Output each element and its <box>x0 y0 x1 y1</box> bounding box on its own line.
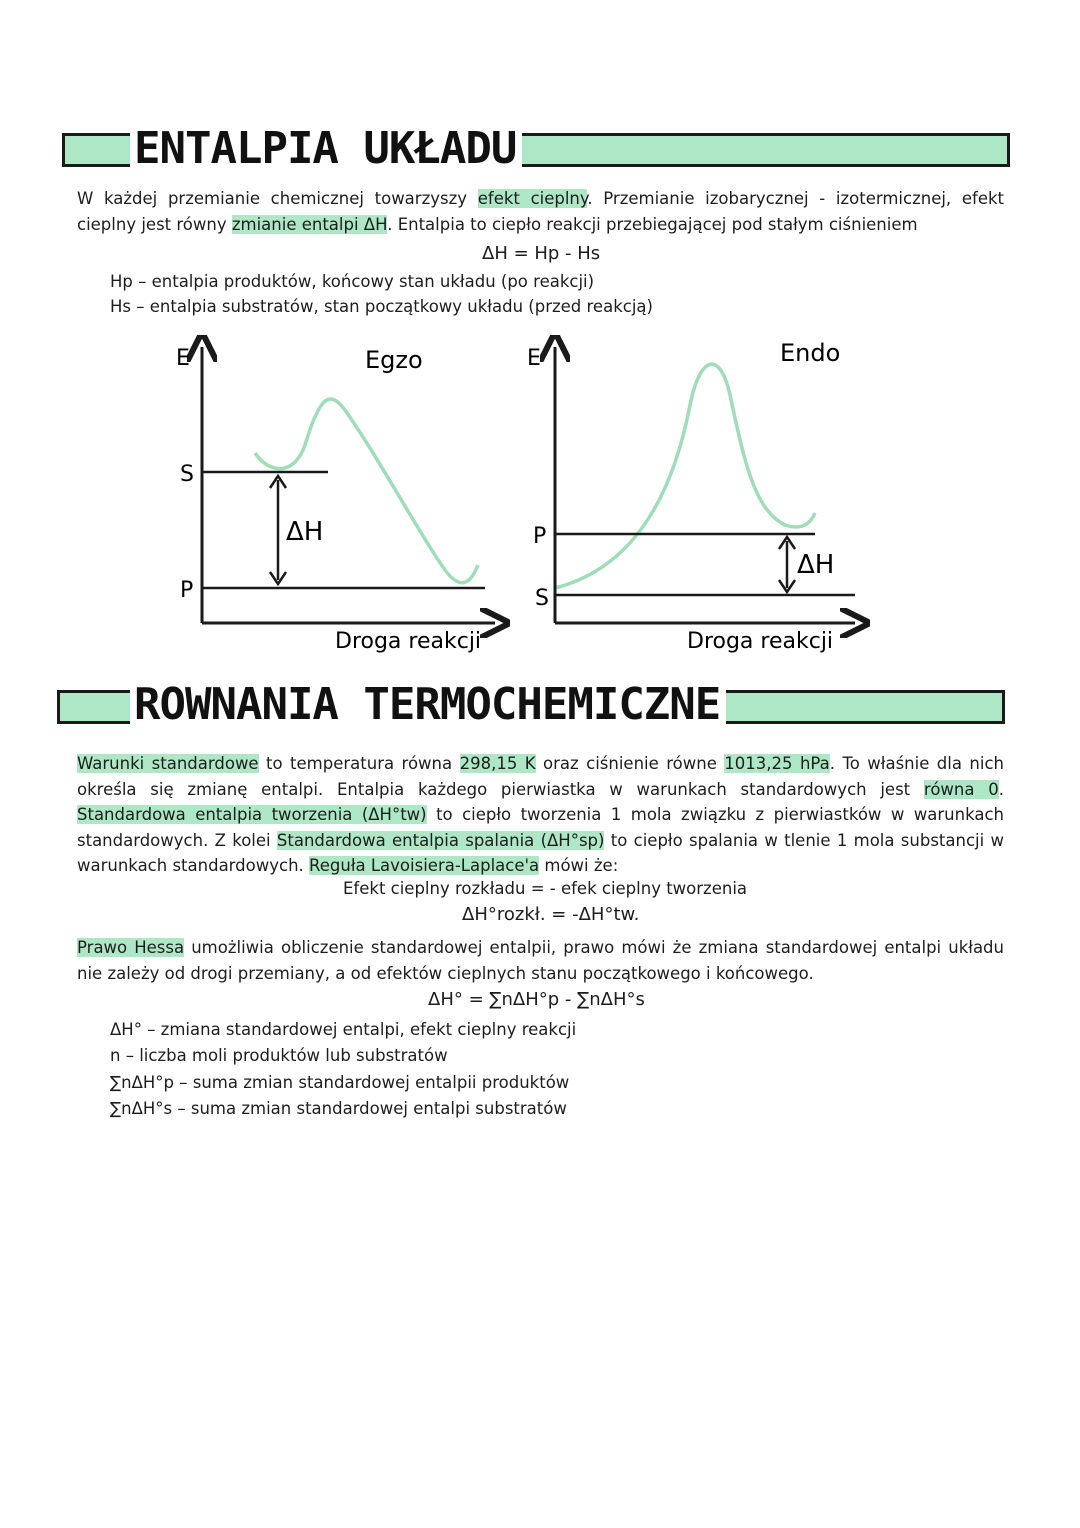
exo-delta-label: ΔH <box>286 517 324 547</box>
exo-energy-curve <box>255 399 478 583</box>
definition-hs: Hs – entalpia substratów, stan początkowy układu (przed reakcją) <box>110 297 653 316</box>
endo-level-s-label: S <box>535 586 549 611</box>
diagram-endothermic <box>515 335 875 665</box>
endo-delta-label: ΔH <box>797 550 835 580</box>
endo-axis-x-label: Droga reakcji <box>687 629 834 654</box>
endo-energy-curve <box>555 364 815 588</box>
rule-formula: ΔH°rozkł. = -ΔH°tw. <box>462 904 640 925</box>
highlight-temperature: 298,15 K <box>459 754 536 773</box>
endo-level-p-label: P <box>533 524 547 549</box>
highlight-warunki-standardowe: Warunki standardowe <box>77 754 259 773</box>
highlight-prawo-hessa: Prawo Hessa <box>77 938 185 957</box>
standard-conditions-paragraph: Warunki standardowe to temperatura równa 298,15 K oraz ciśnienie równe 1013,25 hPa. To właśnie dla nich określa się zmianę entalpi. Entalpia każdego pierwiastka w warunkach standardowych jest równa 0. Standardowa entalpia tworzenia (ΔH°tw) to ciepło tworzenia 1 mola związku z pierwiastków w warunkach standardowych. Z kolei Standardowa entalpia spalania (ΔH°sp) to ciepło spalania w tlenie 1 mola substancji w warunkach standardowych. Reguła Lavoisiera-Laplace'a mówi że: <box>77 754 1004 875</box>
highlight-rowna-zero: równa 0 <box>923 779 999 799</box>
exo-axis-y-label: E <box>176 346 190 371</box>
endo-axis-y-label: E <box>527 346 541 371</box>
diagram-exothermic <box>160 335 520 665</box>
highlight-entalpia-spalania: Standardowa entalpia spalania (ΔH°sp) <box>276 830 605 850</box>
section-title-entalpia: ENTALPIA UKŁADU <box>130 124 522 174</box>
highlight-zmiana-entalpi: zmianie entalpi ΔH <box>231 214 388 234</box>
exo-level-s-label: S <box>180 462 194 487</box>
exo-title: Egzo <box>365 346 423 374</box>
definition-sum-substrates: ∑nΔH°s – suma zmian standardowej entalpi substratów <box>110 1099 567 1118</box>
exo-level-p-label: P <box>180 578 194 603</box>
exo-axis-x-label: Droga reakcji <box>335 629 482 654</box>
definition-hp: Hp – entalpia produktów, końcowy stan układu (po reakcji) <box>110 272 595 291</box>
definition-n: n – liczba moli produktów lub substratów <box>110 1046 448 1065</box>
definition-delta-h: ΔH° – zmiana standardowej entalpi, efekt cieplny reakcji <box>110 1020 577 1039</box>
rule-text: Efekt cieplny rozkładu = - efek cieplny tworzenia <box>343 879 748 898</box>
highlight-entalpia-tworzenia: Standardowa entalpia tworzenia (ΔH°tw) <box>77 805 427 824</box>
endo-title: Endo <box>780 339 841 367</box>
intro-paragraph: W każdej przemianie chemicznej towarzyszy efekt cieplny. Przemianie izobarycznej - izotermicznej, efekt cieplny jest równy zmianie entalpi ΔH. Entalpia to ciepło reakcji przebiegającej pod stałym ciśnieniem <box>77 189 1005 234</box>
definition-sum-products: ∑nΔH°p – suma zmian standardowej entalpii produktów <box>110 1073 570 1092</box>
highlight-pressure: 1013,25 hPa <box>724 754 830 773</box>
hess-law-paragraph: Prawo Hessa umożliwia obliczenie standardowej entalpii, prawo mówi że zmiana standardowej entalpi układu nie zależy od drogi przemiany, a od efektów cieplnych stanu początkowego i końcowego. <box>77 938 1004 983</box>
highlight-lavoisier-laplace: Reguła Lavoisiera-Laplace'a <box>309 856 540 875</box>
hess-formula: ΔH° = ∑nΔH°p - ∑nΔH°s <box>428 989 645 1010</box>
section-title-rownania: ROWNANIA TERMOCHEMICZNE <box>130 680 726 730</box>
highlight-efekt-cieplny: efekt cieplny <box>477 189 588 208</box>
formula-delta-h: ΔH = Hp - Hs <box>482 243 601 264</box>
